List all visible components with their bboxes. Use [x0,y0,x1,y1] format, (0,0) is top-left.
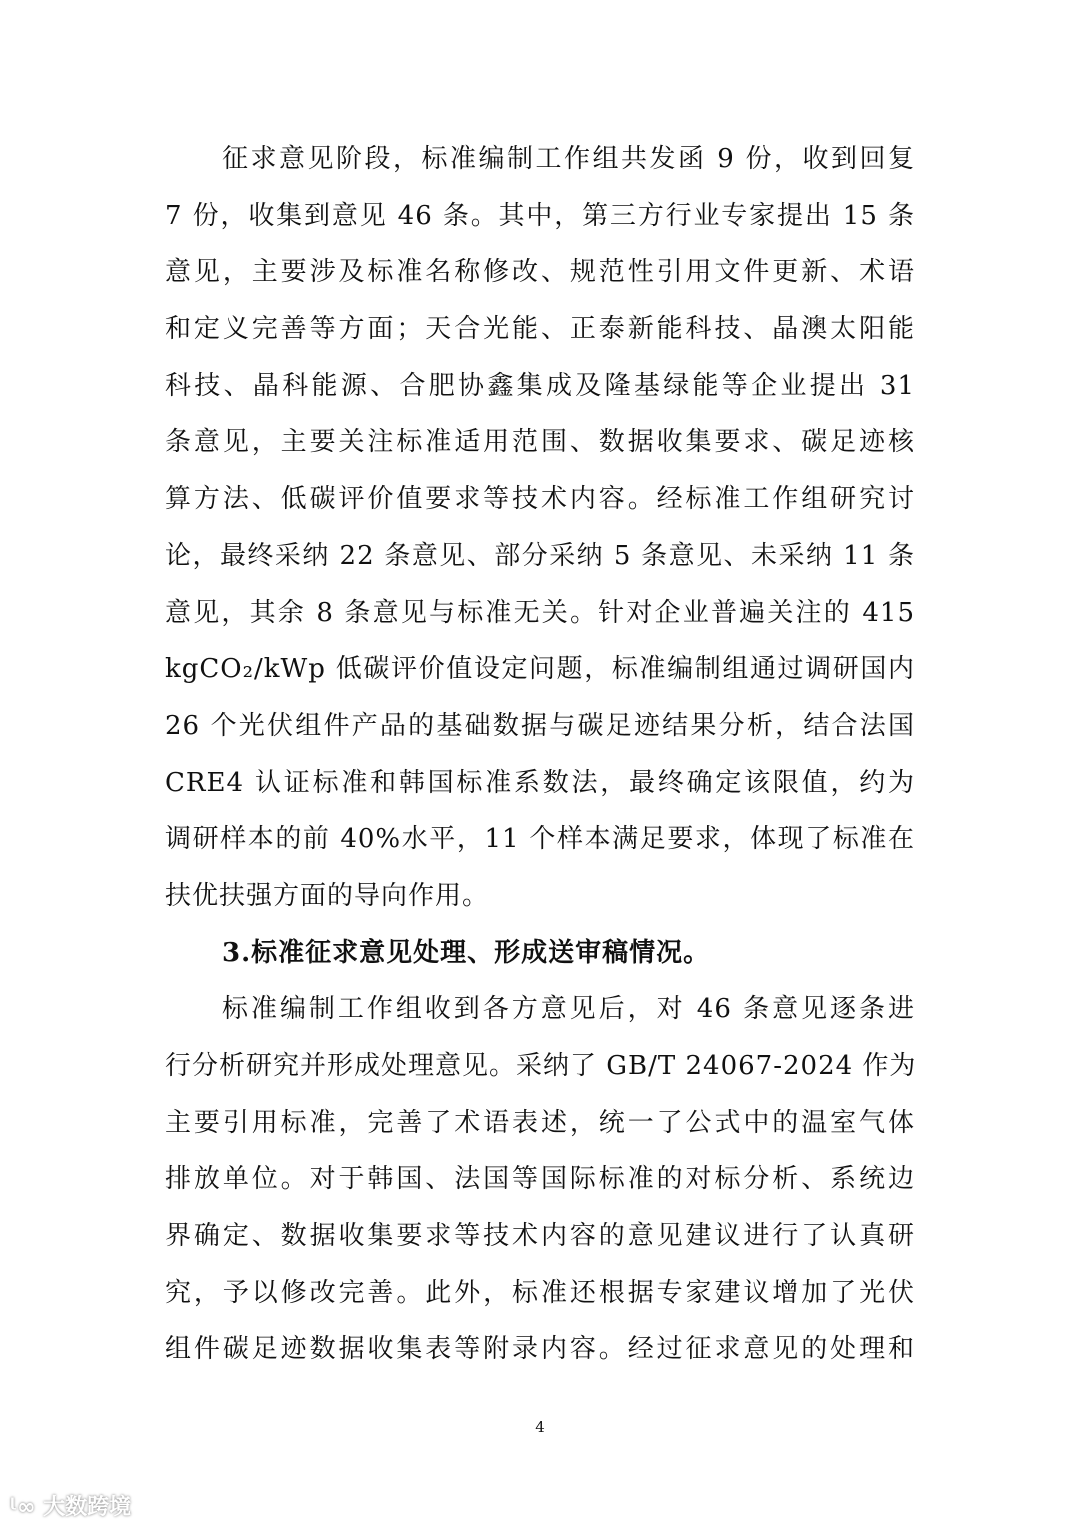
text-line: 条意见，主要关注标准适用范围、数据收集要求、碳足迹核 [165,427,915,458]
text-line: 征求意见阶段，标准编制工作组共发函 9 份，收到回复 [222,144,915,174]
text-line: CRE4 认证标准和韩国标准系数法，最终确定该限值，约为 [165,767,915,798]
text-line: kgCO₂/kWp 低碳评价值设定问题，标准编制组通过调研国内 [165,654,915,685]
page-number: 4 [535,1418,545,1436]
paragraph-comments-stage [165,131,915,925]
document-body [165,131,915,1378]
section-heading: 3.标准征求意见处理、形成送审稿情况。 [222,937,711,968]
text-line: 科技、晶科能源、合肥协鑫集成及隆基绿能等企业提出 31 [165,370,915,401]
watermark-icon: ᶩ∞ [10,1495,44,1520]
text-line: 和定义完善等方面；天合光能、正泰新能科技、晶澳太阳能 [165,314,915,345]
text-line: 扶优扶强方面的导向作用。 [165,880,490,911]
paragraph-comment-processing [165,981,915,1378]
text-line: 调研样本的前 40%水平，11 个样本满足要求，体现了标准在 [165,824,915,855]
text-line: 主要引用标准，完善了术语表述，统一了公式中的温室气体 [165,1107,915,1138]
text-line: 排放单位。对于韩国、法国等国际标准的对标分析、系统边 [165,1164,915,1195]
text-line: 算方法、低碳评价值要求等技术内容。经标准工作组研究讨 [165,484,915,515]
text-line: 意见，其余 8 条意见与标准无关。针对企业普遍关注的 415 [165,597,915,628]
text-line: 7 份，收集到意见 46 条。其中，第三方行业专家提出 15 条 [165,200,915,231]
text-line: 究，予以修改完善。此外，标准还根据专家建议增加了光伏 [165,1277,915,1308]
text-line: 标准编制工作组收到各方意见后，对 46 条意见逐条进 [222,994,915,1025]
text-line: 26 个光伏组件产品的基础数据与碳足迹结果分析，结合法国 [165,710,915,741]
watermark-text: 大数跨境 [43,1495,132,1520]
watermark-logo [10,1490,131,1521]
text-line: 界确定、数据收集要求等技术内容的意见建议进行了认真研 [165,1221,915,1252]
text-line: 意见，主要涉及标准名称修改、规范性引用文件更新、术语 [165,257,915,288]
text-line: 论，最终采纳 22 条意见、部分采纳 5 条意见、未采纳 11 条 [165,540,915,571]
text-line: 行分析研究并形成处理意见。采纳了 GB/T 24067-2024 作为 [165,1051,917,1081]
text-line: 组件碳足迹数据收集表等附录内容。经过征求意见的处理和 [165,1334,915,1365]
